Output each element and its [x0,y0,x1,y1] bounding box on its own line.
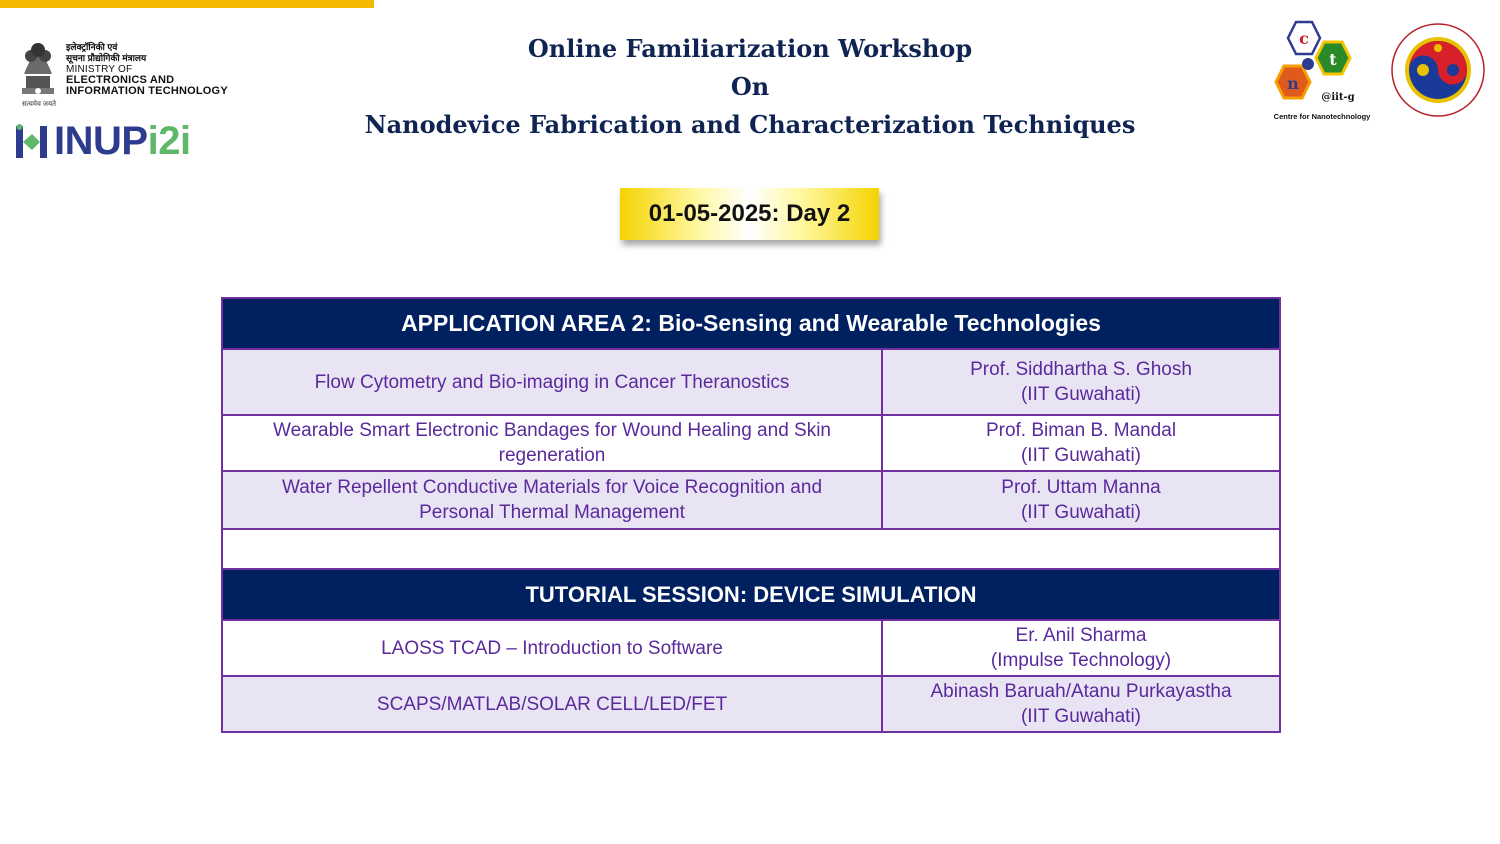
inup-word: INUP [54,119,148,163]
workshop-title [300,30,1200,144]
topic-cell: Wearable Smart Electronic Bandages for Wound Healing and Skin regeneration [222,415,882,471]
date-badge: 01-05-2025: Day 2 [620,188,879,240]
cnt-n-letter: n [1287,74,1299,93]
topic-cell: SCAPS/MATLAB/SOLAR CELL/LED/FET [222,676,882,732]
speaker-name: Er. Anil Sharma [1015,625,1147,646]
title-line-3: Nanodevice Fabrication and Characterization Techniques [364,110,1136,139]
cnt-t-letter: t [1329,50,1337,69]
meity-eng-line1: MINISTRY OF [66,64,133,75]
speaker-cell [882,349,1280,415]
schedule-table [221,297,1281,733]
speaker-cell [882,676,1280,732]
iitg-logo [1390,22,1486,118]
spacer-cell [222,529,1280,569]
table-row [222,349,1280,415]
speaker-affiliation: (IIT Guwahati) [1020,384,1142,405]
top-accent-bar [0,0,374,8]
topic-cell: Water Repellent Conductive Materials for Voice Recognition and Personal Thermal Management [222,471,882,529]
meity-logo [14,34,254,110]
speaker-affiliation: (IIT Guwahati) [1020,706,1142,727]
meity-hindi-line1: इलेक्ट्रॉनिकी एवं [66,42,118,52]
speaker-name: Prof. Biman B. Mandal [985,420,1177,441]
table-row [222,415,1280,471]
motto-text: सत्यमेव जयते [21,101,57,108]
speaker-affiliation: (IIT Guwahati) [1020,445,1142,466]
section-header-row [222,569,1280,620]
topic-cell: LAOSS TCAD – Introduction to Software [222,620,882,676]
inup-i2i-logo [16,118,226,164]
title-line-1: Online Familiarization Workshop [527,34,973,63]
cnt-logo [1266,20,1378,124]
speaker-cell [882,415,1280,471]
spacer-row [222,529,1280,569]
speaker-cell [882,620,1280,676]
inup-mark-icon [16,124,48,160]
topic-cell: Flow Cytometry and Bio-imaging in Cancer Theranostics [222,349,882,415]
national-emblem-icon [16,34,60,108]
speaker-name: Abinash Baruah/Atanu Purkayastha [930,681,1232,702]
table-row [222,471,1280,529]
meity-eng-line3: INFORMATION TECHNOLOGY [66,85,228,97]
title-line-2: On [730,72,770,101]
section-header-row [222,298,1280,349]
speaker-name: Prof. Siddhartha S. Ghosh [970,359,1192,380]
speaker-affiliation: (Impulse Technology) [990,650,1172,671]
speaker-cell [882,471,1280,529]
meity-hindi-line2: सूचना प्रौद्योगिकी मंत्रालय [66,53,147,63]
table-row [222,676,1280,732]
meity-text [66,42,228,97]
cnt-caption: Centre for Nanotechnology [1273,112,1371,121]
i2i-word: i2i [147,119,191,163]
inup-wordmark [54,118,191,164]
table-row [222,620,1280,676]
cnt-c-letter: c [1299,29,1309,48]
speaker-affiliation: (IIT Guwahati) [1020,502,1142,523]
meity-eng-line2: ELECTRONICS AND [66,74,175,86]
section1-heading: APPLICATION AREA 2: Bio-Sensing and Wearable Technologies [222,298,1280,349]
cnt-tag: @iit-g [1321,92,1355,103]
section2-heading: TUTORIAL SESSION: DEVICE SIMULATION [222,569,1280,620]
speaker-name: Prof. Uttam Manna [1001,477,1161,498]
